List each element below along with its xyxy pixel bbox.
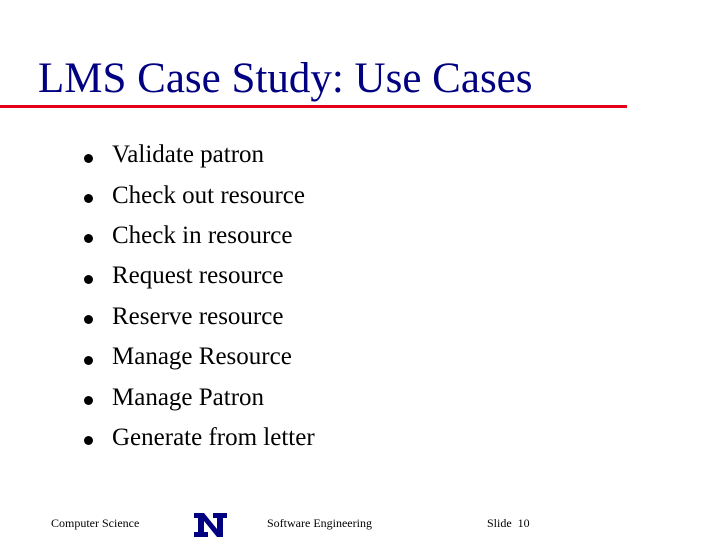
list-item bbox=[84, 418, 315, 458]
slide-footer bbox=[0, 510, 717, 538]
list-item-text: Manage Resource bbox=[112, 343, 292, 371]
title-underline bbox=[0, 105, 627, 108]
footer-department: Computer Science bbox=[51, 516, 140, 530]
bullet-icon bbox=[84, 154, 93, 163]
bullet-icon bbox=[84, 234, 93, 243]
list-item-text: Check out resource bbox=[112, 181, 305, 209]
list-item bbox=[84, 216, 315, 256]
list-item-text: Validate patron bbox=[112, 141, 265, 169]
bullet-icon bbox=[84, 436, 93, 445]
slide-number: 10 bbox=[517, 516, 530, 530]
list-item bbox=[84, 337, 315, 377]
list-item-text: Generate from letter bbox=[112, 423, 315, 451]
list-item-text: Check in resource bbox=[112, 221, 293, 249]
list-item-text: Request resource bbox=[112, 262, 284, 290]
list-item bbox=[84, 256, 315, 296]
list-item bbox=[84, 377, 315, 417]
list-item-text: Reserve resource bbox=[112, 302, 284, 330]
slide-label: Slide bbox=[487, 516, 512, 530]
bullet-icon bbox=[84, 396, 93, 405]
list-item bbox=[84, 297, 315, 337]
list-item-text: Manage Patron bbox=[112, 383, 265, 411]
use-case-list bbox=[84, 135, 315, 458]
list-item bbox=[84, 175, 315, 215]
nebraska-n-logo-icon bbox=[193, 512, 228, 538]
list-item bbox=[84, 135, 315, 175]
bullet-icon bbox=[84, 275, 93, 284]
bullet-icon bbox=[84, 356, 93, 365]
bullet-icon bbox=[84, 315, 93, 324]
bullet-icon bbox=[84, 194, 93, 203]
footer-slide-indicator bbox=[487, 516, 530, 531]
footer-course: Software Engineering bbox=[267, 516, 372, 530]
slide-title: LMS Case Study: Use Cases bbox=[38, 55, 533, 102]
